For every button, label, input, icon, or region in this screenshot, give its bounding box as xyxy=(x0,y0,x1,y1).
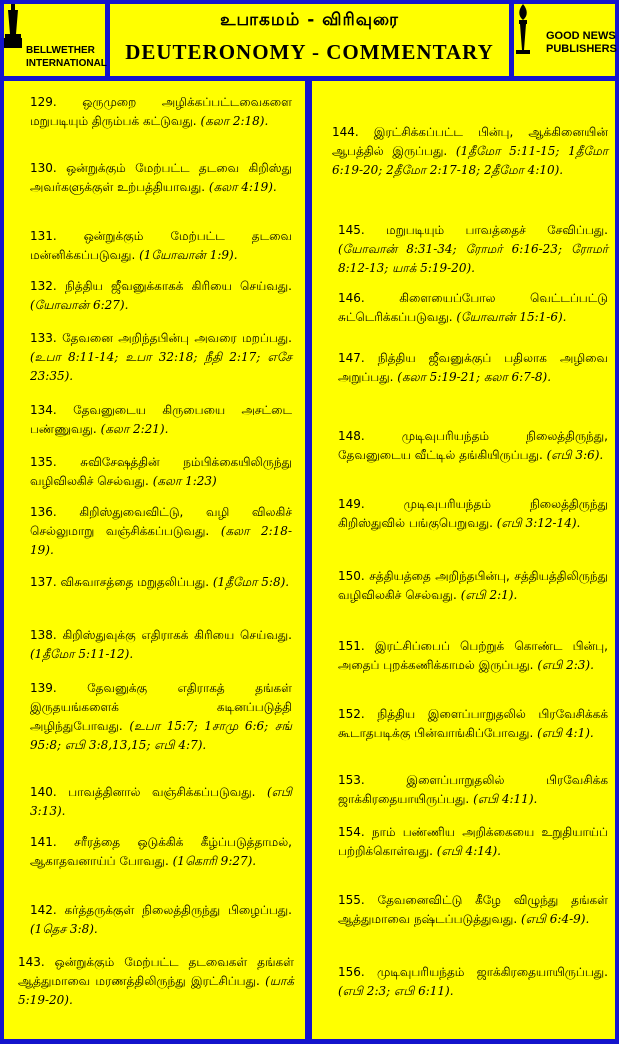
item-text: கர்த்தருக்குள் நிலைத்திருந்து பிழைப்பது. xyxy=(64,903,292,917)
item-reference: (எபி 2:3; எபி 6:11). xyxy=(338,984,454,998)
item-reference: (கலா 5:19-21; கலா 6:7-8). xyxy=(397,370,552,384)
list-item xyxy=(338,427,608,465)
item-text: நித்திய ஜீவனுக்குப் பதிலாக அழிவை அறுப்பது. xyxy=(338,351,608,384)
item-reference: (கலா 1:23) xyxy=(152,474,217,488)
list-item xyxy=(30,329,292,386)
list-item xyxy=(30,93,292,131)
item-text: சத்தியத்தை அறிந்தபின்பு, சத்தியத்திலிருந்து வழிவிலகிச் செல்வது. xyxy=(338,569,608,602)
item-reference: (யோவான் 6:27). xyxy=(30,298,129,312)
list-item xyxy=(30,783,292,821)
item-text: தேவனை அறிந்தபின்பு அவரை மறப்பது. xyxy=(62,331,292,345)
item-number: 130. xyxy=(30,161,57,175)
item-text: சுவிசேஷத்தின் நம்பிக்கையிலிருந்து வழிவிலகிச் செல்வது. xyxy=(30,455,292,488)
item-text: பாவத்தினால் வஞ்சிக்கப்படுவது. xyxy=(68,785,256,799)
item-text: தேவனைவிட்டு கீழே விழுந்து தங்கள் ஆத்துமாவை நஷ்டப்படுத்துவது. xyxy=(338,893,608,926)
item-number: 152. xyxy=(338,707,365,721)
item-number: 139. xyxy=(30,681,57,695)
item-reference: (கலா 2:21). xyxy=(100,422,169,436)
item-text: தேவனுக்கு எதிராகத் தங்கள் இருதயங்களைக் கடினப்படுத்தி அழிந்துபோவது. xyxy=(30,681,292,733)
item-number: 137. xyxy=(30,575,57,589)
right-column xyxy=(312,81,615,1039)
list-item xyxy=(30,901,292,939)
item-text: இரட்சிப்பைப் பெற்றுக் கொண்ட பின்பு, அதைப் புறக்கணிக்காமல் இருப்பது. xyxy=(338,639,608,672)
item-text: ஒன்றுக்கும் மேற்பட்ட தடவைகள் தங்கள் ஆத்துமாவை மரணத்திலிருந்து இரட்சிப்பது. xyxy=(18,955,294,988)
item-number: 132. xyxy=(30,279,57,293)
item-number: 154. xyxy=(338,825,365,839)
bellwether-icon xyxy=(4,4,22,48)
item-number: 146. xyxy=(338,291,365,305)
item-reference: (யாக் 5:19-20). xyxy=(18,974,294,1007)
item-text: முடிவுபரியந்தம் நிலைத்திருந்து கிறிஸ்துவில் பங்குபெறுவது. xyxy=(338,497,608,530)
publisher-logo-left xyxy=(4,4,105,76)
item-number: 135. xyxy=(30,455,57,469)
list-item xyxy=(18,953,294,1010)
item-number: 129. xyxy=(30,95,57,109)
list-item xyxy=(338,349,608,387)
list-item xyxy=(338,823,608,861)
list-item xyxy=(338,221,608,278)
item-reference: (கலா 2:18-19). xyxy=(30,524,292,557)
list-item xyxy=(30,401,292,439)
item-number: 133. xyxy=(30,331,57,345)
item-number: 141. xyxy=(30,835,57,849)
item-reference: (1கொரி 9:27). xyxy=(172,854,257,868)
item-text: நாம் பண்ணிய அறிக்கையை உறுதியாய்ப் பற்றிக்கொள்வது. xyxy=(338,825,608,858)
item-reference: (உபா 15:7; 1சாமு 6:6; சங் 95:8; எபி 3:8,13,15; எபி 4:7). xyxy=(30,719,292,752)
list-item xyxy=(30,453,292,491)
item-reference: (எபி 3:12-14). xyxy=(496,516,581,530)
item-text: தேவனுடைய கிருபையை அசட்டை பண்ணுவது. xyxy=(30,403,292,436)
item-number: 143. xyxy=(18,955,45,969)
list-item xyxy=(338,289,608,327)
item-text: முடிவுபரியந்தம் ஜாக்கிரதையாயிருப்பது. xyxy=(377,965,608,979)
item-reference: (கலா 2:18). xyxy=(200,114,269,128)
item-reference: (உபா 8:11-14; உபா 32:18; நீதி 2:17; எசே 23:35). xyxy=(30,350,292,383)
list-item xyxy=(30,573,292,592)
list-item xyxy=(30,626,292,664)
list-item xyxy=(30,227,292,265)
list-item xyxy=(30,679,292,755)
torch-icon xyxy=(514,4,532,54)
item-reference: (1தெச 3:8). xyxy=(30,922,98,936)
logo-right-line2: PUBLISHERS xyxy=(546,43,617,55)
item-number: 138. xyxy=(30,628,57,642)
list-item xyxy=(338,891,608,929)
list-item xyxy=(338,637,608,675)
item-text: கிறிஸ்துவுக்கு எதிராகக் கிரியை செய்வது. xyxy=(62,628,292,642)
item-number: 134. xyxy=(30,403,57,417)
logo-right-line1: GOOD NEWS xyxy=(546,30,616,42)
item-text: ஒருமுறை அழிக்கப்பட்டவைகளை மறுபடியும் திரும்பக் கட்டுவது. xyxy=(30,95,292,128)
logo-left-line1: BELLWETHER xyxy=(26,45,95,56)
publisher-logo-right xyxy=(514,4,615,76)
item-number: 151. xyxy=(338,639,365,653)
item-reference: (1தீமோ 5:11-15; 1தீமோ 6:19-20; 2தீமோ 2:17-18; 2தீமோ 4:10). xyxy=(332,144,608,177)
item-text: நித்திய இளைப்பாறுதலில் பிரவேசிக்கக் கூடாதபடிக்கு பின்வாங்கிப்போவது. xyxy=(338,707,608,740)
item-number: 148. xyxy=(338,429,365,443)
list-item xyxy=(30,159,292,197)
item-reference: (யோவான் 8:31-34; ரோமர் 6:16-23; ரோமர் 8:12-13; யாக் 5:19-20). xyxy=(338,242,608,275)
item-reference: (எபி 3:6). xyxy=(546,448,604,462)
list-item xyxy=(338,705,608,743)
item-reference: (யோவான் 15:1-6). xyxy=(456,310,567,324)
item-number: 131. xyxy=(30,229,57,243)
logo-left-line2: INTERNATIONAL xyxy=(26,58,107,69)
item-text: நித்திய ஜீவனுக்காகக் கிரியை செய்வது. xyxy=(64,279,292,293)
item-reference: (1தீமோ 5:11-12). xyxy=(30,647,134,661)
list-item xyxy=(30,277,292,315)
item-number: 155. xyxy=(338,893,365,907)
item-reference: (எபி 4:1). xyxy=(537,726,594,740)
item-text: முடிவுபரியந்தம் நிலைத்திருந்து, தேவனுடைய வீட்டில் தங்கியிருப்பது. xyxy=(338,429,608,462)
item-reference: (எபி 4:14). xyxy=(436,844,501,858)
list-item xyxy=(338,495,608,533)
item-number: 147. xyxy=(338,351,365,365)
item-number: 144. xyxy=(332,125,359,139)
list-item xyxy=(30,503,292,560)
item-text: கிளையைப்போல வெட்டப்பட்டு சுட்டெரிக்கப்படுவது. xyxy=(338,291,608,324)
item-number: 150. xyxy=(338,569,365,583)
item-number: 140. xyxy=(30,785,57,799)
item-number: 153. xyxy=(338,773,365,787)
list-item xyxy=(338,771,608,809)
item-number: 142. xyxy=(30,903,57,917)
item-reference: (கலா 4:19). xyxy=(208,180,277,194)
item-text: கிறிஸ்துவைவிட்டு, வழி விலகிச் செல்லுமாறு வஞ்சிக்கப்படுவது. xyxy=(30,505,292,538)
list-item xyxy=(332,123,608,180)
item-reference: (எபி 3:13). xyxy=(30,785,292,818)
list-item xyxy=(338,963,608,1001)
item-number: 145. xyxy=(338,223,365,237)
item-text: ஒன்றுக்கும் மேற்பட்ட தடவை மன்னிக்கப்படுவது. xyxy=(30,229,292,262)
item-reference: (எபி 6:4-9). xyxy=(520,912,590,926)
item-text: விசுவாசத்தை மறுதலிப்பது. xyxy=(60,575,210,589)
item-number: 156. xyxy=(338,965,365,979)
item-reference: (எபி 2:1). xyxy=(460,588,518,602)
item-text: இளைப்பாறுதலில் பிரவேசிக்க ஜாக்கிரதையாயிருப்பது. xyxy=(338,773,608,806)
left-column xyxy=(4,81,305,1039)
item-text: இரட்சிக்கப்பட்ட பின்பு, ஆக்கினையின் ஆபத்தில் இருப்பது. xyxy=(332,125,608,158)
item-reference: (எபி 2:3). xyxy=(537,658,594,672)
item-number: 136. xyxy=(30,505,57,519)
item-text: மறுபடியும் பாவத்தைச் சேவிப்பது. xyxy=(386,223,608,237)
item-reference: (1யோவான் 1:9). xyxy=(139,248,238,262)
item-text: சரீரத்தை ஒடுக்கிக் கீழ்ப்படுத்தாமல், ஆகாதவனாய்ப் போவது. xyxy=(30,835,292,868)
item-text: ஒன்றுக்கும் மேற்பட்ட தடவை கிறிஸ்து அவர்களுக்குள் உற்பத்தியாவது. xyxy=(30,161,292,194)
item-reference: (எபி 4:11). xyxy=(473,792,538,806)
item-reference: (1தீமோ 5:8). xyxy=(212,575,290,589)
list-item xyxy=(338,567,608,605)
header-title-box xyxy=(110,4,509,76)
list-item xyxy=(30,833,292,871)
item-number: 149. xyxy=(338,497,365,511)
page-title-english: DEUTERONOMY - COMMENTARY xyxy=(125,40,494,64)
page-title-tamil: உபாகமம் - விரிவுரை xyxy=(220,10,399,30)
